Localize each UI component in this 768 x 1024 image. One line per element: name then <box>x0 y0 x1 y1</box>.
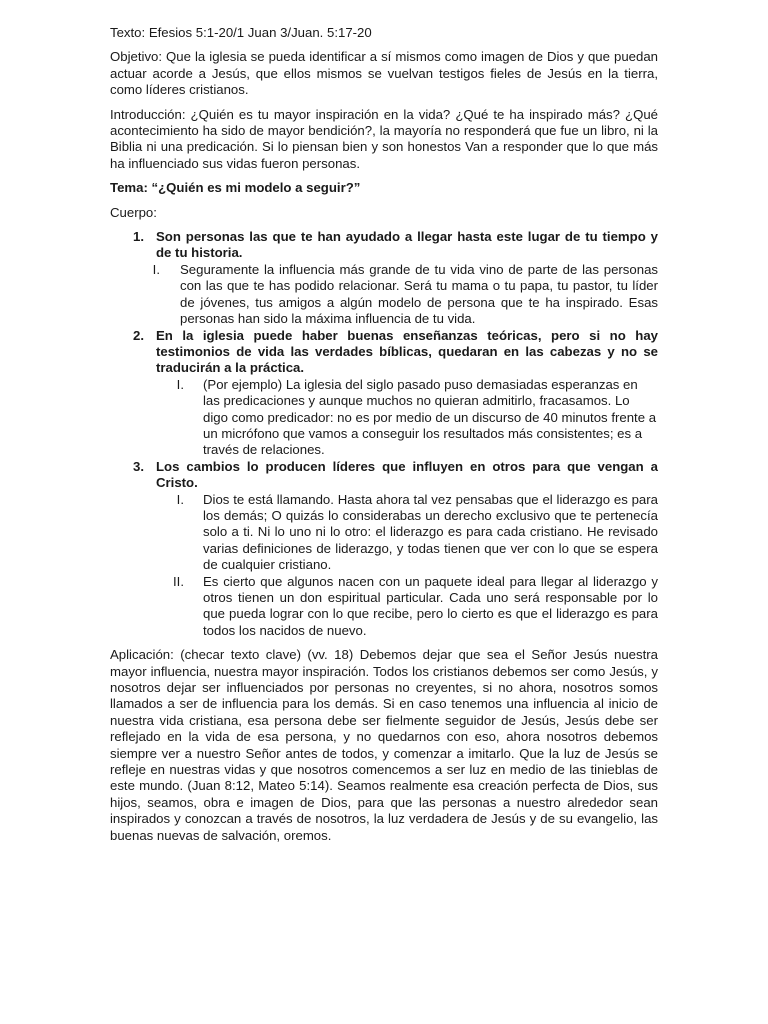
sub-number: I. <box>176 376 184 392</box>
document-body <box>110 25 658 844</box>
texto-line: Texto: Efesios 5:1-20/1 Juan 3/Juan. 5:17-20 <box>110 25 372 40</box>
point-title: Son personas las que te han ayudado a llegar hasta este lugar de tu tiempo y de tu historia. <box>156 229 658 261</box>
list-item <box>110 328 658 377</box>
sub-text: (Por ejemplo) La iglesia del siglo pasado puso demasiadas esperanzas en las predicaciones y aunque muchos no quieran admitirlo, fracasamos. Lo digo como predicador: no es por medio de un discurso de 40 minutos frente a un micrófono que vamos a conseguir los resultados más consistentes; es a través de relaciones. <box>203 376 657 458</box>
sub-item <box>110 262 658 328</box>
point-number: 1. <box>133 229 144 245</box>
sub-item <box>110 574 658 640</box>
sub-number: I. <box>176 491 184 507</box>
sub-item <box>110 377 658 459</box>
sub-text: Dios te está llamando. Hasta ahora tal vez pensabas que el liderazgo es para los demás; O quizás lo considerabas un derecho exclusivo que te pertenecía solo a ti. Ni lo uno ni lo otro: el liderazgo es para cada cristiano. He revisado varias definiciones de liderazgo, y todas tienen que ver con lo que se espera de cualquier cristiano. <box>203 491 658 573</box>
sub-item <box>110 492 658 574</box>
aplicacion-paragraph: Aplicación: (checar texto clave) (vv. 18) Debemos dejar que sea el Señor Jesús nuestra mayor influencia, nuestra mayor inspiración. Todos los cristianos debemos ser como Jesús, y nosotros dejar ser influenciados por personas no creyentes, si no ahora, nosotros somos llamados a ser de influencia para los demás. Si en caso tenemos una influencia al inicio de nuestra vida cristiana, esa persona debe ser fielmente seguidor de Jesús, Jesús debe ser reflejado en la vida de esa persona, y no quedarnos con eso, ahora nosotros debemos siempre ver a nuestro Señor antes de todos, y comenzar a imitarlo. Que la luz de Jesús se refleje en nuestras vidas y que nosotros comencemos a ser luz en medio de las tinieblas de este mundo. (Juan 8:12, Mateo 5:14). Seamos realmente esa creación perfecta de Dios, sus hijos, seamos, obra e imagen de Dios, para que las personas a nuestro alrededor sean inspirados y conozcan a través de nosotros, la luz verdadera de Jesús y de su evangelio, las buenas nuevas de salvación, oremos. <box>110 647 658 843</box>
cuerpo-label: Cuerpo: <box>110 204 157 220</box>
objetivo-paragraph: Objetivo: Que la iglesia se pueda identificar a sí mismos como imagen de Dios y que puedan actuar acorde a Jesús, que ellos mismos se vuelvan testigos fieles de Jesús en la tierra, como líderes cristianos. <box>110 49 658 98</box>
tema-heading: Tema: “¿Quién es mi modelo a seguir?” <box>110 180 361 196</box>
sub-text: Es cierto que algunos nacen con un paquete ideal para llegar al liderazgo y otros tienen un don espiritual particular. Cada uno será responsable por lo que pueda lograr con lo que recibe, pero lo cierto es que el liderazgo es para todos los nacidos de nuevo. <box>203 573 658 638</box>
points-list <box>110 229 658 639</box>
point-title: En la iglesia puede haber buenas enseñanzas teóricas, pero si no hay testimonios de vida las verdades bíblicas, quedaran en las cabezas y no se traducirán a la práctica. <box>156 327 658 376</box>
sub-number: I. <box>152 261 160 277</box>
point-number: 2. <box>133 327 144 343</box>
introduccion-paragraph: Introducción: ¿Quién es tu mayor inspiración en la vida? ¿Qué te ha inspirado más? ¿Qué acontecimiento ha sido de mayor bendición?, la mayoría no responderá que fue un libro, ni la Biblia ni una predicación. Si lo piensan bien y son honestos Van a responder que lo que más ha influenciado sus vidas fueron personas. <box>110 106 658 171</box>
list-item <box>110 229 658 262</box>
list-item <box>110 459 658 492</box>
point-number: 3. <box>133 458 144 474</box>
point-title: Los cambios lo producen líderes que influyen en otros para que vengan a Cristo. <box>156 458 658 491</box>
sub-text: Seguramente la influencia más grande de tu vida vino de parte de las personas con las que te has podido relacionar. Será tu mama o tu papa, tu pastor, tu líder de jóvenes, tus amigos a algún modelo de persona que te ha inspirado. Esas personas han sido la máxima influencia de tu vida. <box>180 261 658 327</box>
sub-number: II. <box>173 573 184 589</box>
